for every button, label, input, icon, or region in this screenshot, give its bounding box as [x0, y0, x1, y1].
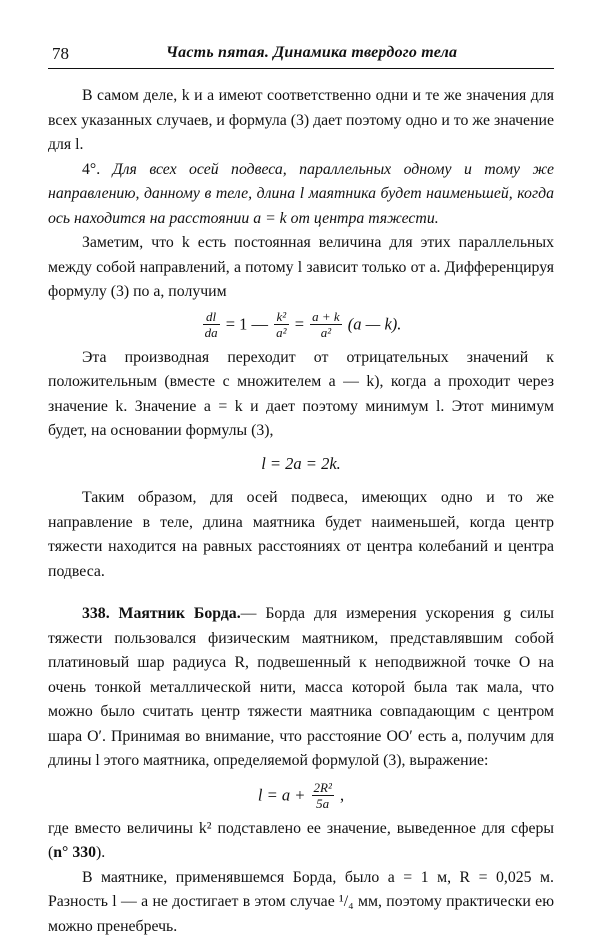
item-number: 4°.: [82, 161, 100, 178]
paragraph-3: Заметим, что k есть постоянная величина для этих параллельных между собой направлений, а потому l зависит только от a. Дифференцируя формулу (3) по a, получим: [48, 231, 554, 305]
fraction-k2-a2: [274, 309, 288, 340]
paragraph-6: [48, 602, 554, 774]
fraction-denominator: a²: [310, 325, 342, 340]
paragraph-4: Эта производная переходит от отрицательных значений к положительным (вместе с множителем a — k), когда a проходит через значение k. Значение a = k и дает поэтому минимум l. Этот минимум будет, на основании формулы (3),: [48, 346, 554, 444]
header-rule: [48, 68, 554, 69]
fraction-denominator: 5a: [312, 796, 334, 811]
fraction-2r2-5a: [312, 780, 334, 811]
formula-borda: [48, 780, 554, 811]
fraction-dl-da: [203, 309, 220, 340]
formula-derivative: [48, 309, 554, 340]
paragraph-1: В самом деле, k и a имеют соответственно одни и те же значения для всех указанных случаев, и формула (3) дает поэтому одно и то же значение для l.: [48, 84, 554, 158]
paragraph-7-text: где вместо величины k² подставлено ее значение, выведенное для сферы (: [48, 820, 554, 862]
formula-part: =: [295, 314, 304, 333]
cross-reference: n° 330: [53, 844, 96, 861]
fraction-denominator: a²: [274, 325, 288, 340]
paragraph-2: [48, 158, 554, 232]
paragraph-7: [48, 817, 554, 866]
section-title: 338. Маятник Борда.: [82, 605, 241, 622]
formula-part: (a — k).: [348, 314, 402, 333]
formula-minimum: l = 2a = 2k.: [48, 452, 554, 477]
formula-part: l = a +: [258, 785, 305, 804]
fraction-numerator: dl: [203, 309, 220, 325]
fraction-numerator: a + k: [310, 309, 342, 325]
paragraph-8: В маятнике, применявшемся Борда, было a = 1 м, R = 0,025 м. Разность l — a не достигает в этом случае ¹/₄ мм, поэтому практически ею можно пренебречь.: [48, 866, 554, 939]
theorem-text: Для всех осей подвеса, параллельных одному и тому же направлению, данному в теле, длина l маятника будет наименьшей, когда ось находится на расстоянии a = k от центра тяжести.: [48, 161, 554, 227]
page-header: [48, 42, 553, 66]
page-number: 78: [52, 44, 69, 64]
formula-part: ,: [340, 785, 344, 804]
paragraph-7-end: ).: [96, 844, 105, 861]
paragraph-5: Таким образом, для осей подвеса, имеющих одно и то же направление в теле, длина маятника будет наименьшей, когда центр тяжести находится на равных расстояниях от центра колебаний и центра подвеса.: [48, 486, 554, 584]
section-text: — Борда для измерения ускорения g силы тяжести пользовался физическим маятником, представлявшим собой платиновый шар радиуса R, подвешенный к неподвижной точке O на очень тонкой металлической нити, масса которой была так мала, что можно было считать центр тяжести маятника совпадающим с центром шара O′. Принимая во внимание, что расстояние OO′ есть a, получим для длины l этого маятника, определяемой формулой (3), выражение:: [48, 605, 554, 769]
fraction-numerator: 2R²: [312, 780, 334, 796]
fraction-numerator: k²: [274, 309, 288, 325]
fraction-apk-a2: [310, 309, 342, 340]
formula-part: = 1 —: [226, 314, 268, 333]
section-gap: [48, 584, 554, 602]
running-title: Часть пятая. Динамика твердого тела: [166, 44, 457, 62]
text-body: [48, 84, 554, 939]
fraction-denominator: da: [203, 325, 220, 340]
